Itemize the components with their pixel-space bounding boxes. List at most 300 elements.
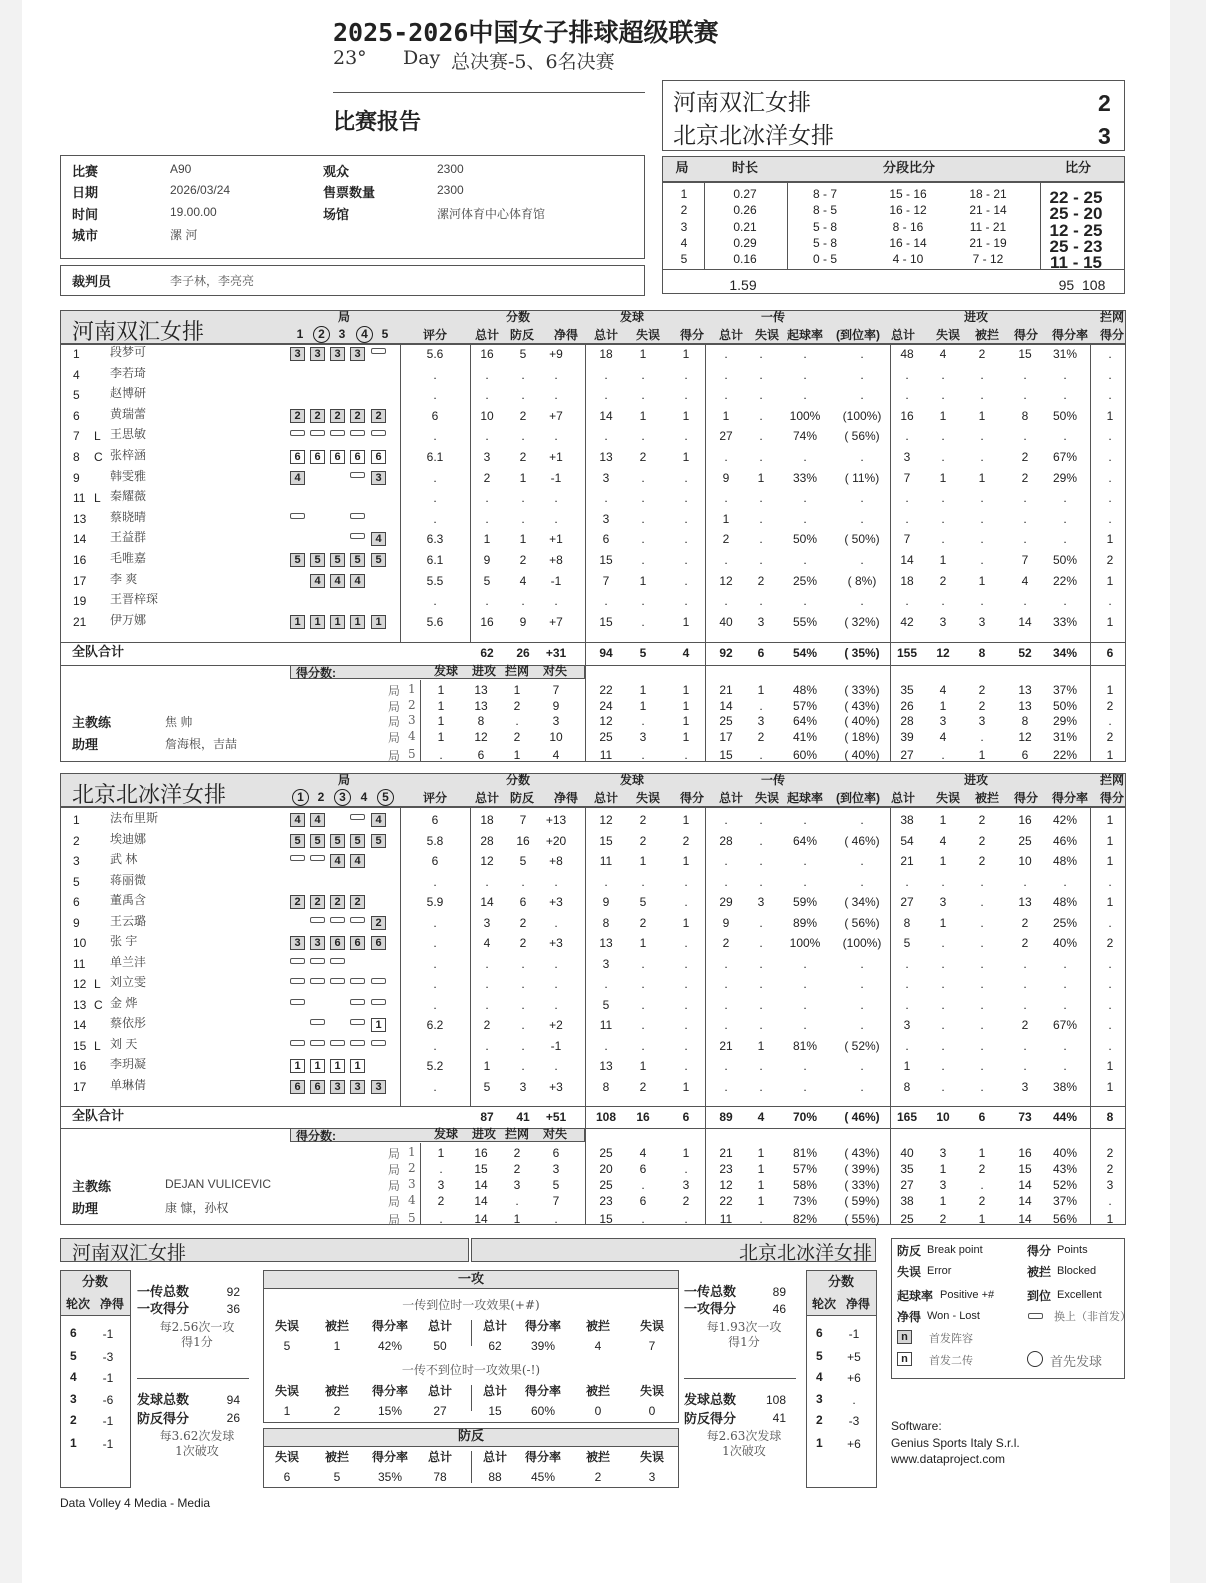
player-attack-cell: 14 — [900, 553, 914, 567]
set-scoring-cell: 2 — [513, 699, 521, 713]
player-name: 董禹含 — [110, 893, 147, 907]
set-attack-cell: 13 — [1018, 683, 1032, 697]
player-attack-cell: 2 — [978, 833, 986, 848]
substitution-marker — [310, 978, 325, 984]
player-attack-cell: . — [980, 511, 984, 526]
column-header: 得分率 — [524, 1384, 561, 1398]
player-reception-cell: . — [759, 956, 763, 971]
perfect-reception-label: 一传到位时一攻效果(+#) — [402, 1298, 540, 1312]
player-serve-cell: . — [684, 388, 688, 403]
team-total-serve: 4 — [682, 646, 690, 660]
starting-position-box: 3 — [290, 936, 305, 950]
player-attack-cell: 3 — [939, 895, 947, 909]
player-points-cell: . — [485, 491, 489, 506]
player-points-cell: . — [554, 874, 558, 889]
poor-reception-home-value: 2 — [333, 1404, 341, 1418]
break-point-title: 防反 — [457, 1428, 484, 1443]
set-scoring-cell: 3 — [552, 1162, 560, 1176]
player-reception-cell: . — [724, 347, 728, 361]
set-reception-cell: 14 — [719, 699, 733, 713]
player-serve-cell: 8 — [602, 1079, 610, 1094]
player-reception-cell: . — [860, 347, 864, 361]
set-partial-score: 4 - 10 — [892, 252, 924, 266]
player-attack-cell: 7 — [903, 470, 911, 485]
player-attack-cell: 3 — [903, 450, 911, 464]
player-serve-cell: . — [604, 491, 608, 506]
starting-position-box: 4 — [350, 574, 365, 588]
player-points-cell: . — [554, 429, 558, 444]
report-title: 比赛报告 — [333, 109, 422, 134]
set-serve-cell: 25 — [599, 1178, 613, 1192]
rotation-number: 1 — [816, 1436, 823, 1450]
set-attack-cell: 2 — [939, 1212, 947, 1226]
set-number-header: 2 — [317, 790, 325, 804]
team-total-attack: 155 — [896, 646, 918, 660]
player-attack-cell: 5 — [903, 936, 911, 950]
player-points-cell: . — [554, 1059, 558, 1073]
player-reception-cell: . — [860, 491, 864, 506]
set-partial-score: 21 - 19 — [969, 236, 1007, 250]
set-attack-cell: 25 — [900, 1212, 914, 1226]
column-header: 得分 — [1099, 328, 1124, 342]
starting-position-box: 6 — [290, 1080, 305, 1094]
rotation-net-points: +6 — [847, 1371, 861, 1385]
player-attack-cell: . — [980, 450, 984, 464]
player-attack-cell: . — [905, 594, 909, 609]
substitution-marker — [330, 430, 345, 436]
substitution-marker — [330, 917, 345, 923]
player-attack-cell: . — [1063, 997, 1067, 1012]
set-attack-cell: 6 — [1021, 748, 1029, 762]
set-reception-cell: . — [759, 748, 763, 762]
set-partial-score: 18 - 21 — [969, 187, 1007, 201]
legend-term: 防反 — [897, 1244, 922, 1258]
legend-term: 得分 — [1027, 1244, 1052, 1258]
player-serve-cell: 7 — [602, 573, 610, 588]
substitution-marker — [290, 513, 305, 519]
column-header: 起球率 — [786, 791, 823, 805]
player-reception-cell: . — [860, 997, 864, 1012]
set-attack-cell: 2 — [978, 699, 986, 713]
substitution-marker — [290, 430, 305, 436]
set-block-cell: 3 — [1106, 1178, 1114, 1192]
set-reception-cell: 57% — [792, 699, 818, 713]
player-number: 10 — [73, 936, 87, 950]
player-attack-cell: . — [980, 997, 984, 1012]
starting-position-box: 2 — [350, 895, 365, 909]
set-attack-cell: 35 — [900, 1162, 914, 1176]
team-total-serve: 16 — [636, 1110, 650, 1124]
set-block-cell: . — [1108, 1194, 1112, 1208]
rotation-title: 分数 — [81, 1274, 108, 1289]
player-attack-cell: 1 — [978, 470, 986, 485]
break-point-label: 防反得分 — [684, 1411, 737, 1426]
substitution-marker — [330, 978, 345, 984]
away-sets-won: 3 — [1098, 123, 1111, 149]
player-reception-cell: . — [724, 874, 728, 889]
player-reception-cell: . — [803, 388, 807, 403]
player-reception-cell: 89% — [792, 915, 818, 930]
first-attack-points-value: 46 — [772, 1302, 786, 1316]
player-serve-cell: 3 — [602, 511, 610, 526]
player-serve-cell: . — [684, 532, 688, 547]
scoring-column-header: 发球 — [433, 664, 458, 678]
set-row-label: 局 — [388, 1213, 401, 1227]
player-attack-cell: . — [1063, 429, 1067, 444]
break-point-away-value: 88 — [488, 1470, 502, 1484]
player-attack-cell: . — [980, 594, 984, 609]
column-header: 总计 — [718, 791, 743, 805]
player-reception-cell: . — [724, 813, 728, 827]
player-name: 刘立雯 — [110, 975, 147, 989]
perfect-reception-away-value: 39% — [530, 1339, 556, 1353]
column-header: 总计 — [427, 1319, 452, 1333]
set-serve-cell: 1 — [682, 730, 690, 744]
player-attack-cell: . — [905, 429, 909, 444]
software-label: Software: — [891, 1419, 942, 1433]
starting-position-box: 3 — [310, 347, 325, 361]
column-group-label: 拦网 — [1099, 310, 1124, 324]
player-attack-cell: . — [941, 367, 945, 382]
set-reception-cell: 48% — [792, 683, 818, 697]
info-label: 时间 — [72, 207, 99, 222]
starting-position-box: 5 — [330, 834, 345, 848]
player-points-cell: . — [485, 956, 489, 971]
player-serve-cell: . — [641, 956, 645, 971]
player-reception-cell: . — [860, 511, 864, 526]
serve-total-value: 94 — [226, 1393, 240, 1407]
player-attack-cell: . — [1023, 532, 1027, 547]
player-block-cell: 1 — [1106, 408, 1114, 423]
set-reception-cell: 15 — [719, 748, 733, 762]
starting-position-box: 4 — [310, 813, 325, 827]
player-reception-cell: . — [860, 1059, 864, 1073]
column-header: 被拦 — [585, 1450, 610, 1464]
rotation-col-header: 净得 — [845, 1297, 870, 1311]
set-partial-score: 16 - 14 — [889, 236, 927, 250]
set-row-number: 2 — [408, 698, 416, 712]
player-attack-cell: . — [1063, 511, 1067, 526]
break-point-ratio: 每3.62次发球 — [159, 1429, 235, 1443]
player-role: L — [94, 491, 101, 506]
player-attack-cell: . — [1023, 977, 1027, 991]
player-attack-cell: . — [980, 936, 984, 950]
set-partial-score: 8 - 16 — [892, 220, 924, 234]
rotation-number: 6 — [70, 1326, 77, 1340]
player-reception-cell: 2 — [757, 573, 765, 588]
player-rating: 5.8 — [426, 833, 444, 848]
player-points-cell: . — [521, 429, 525, 444]
player-role: L — [94, 977, 101, 991]
player-points-cell: . — [485, 977, 489, 991]
set-scoring-cell: 16 — [474, 1146, 488, 1160]
player-attack-cell: 50% — [1052, 408, 1078, 423]
coach-label: 主教练 — [72, 1179, 112, 1194]
rotation-net-points: -3 — [848, 1414, 860, 1428]
column-header: 总计 — [474, 328, 499, 342]
competition-title: 2025-2026中国女子排球超级联赛 — [333, 18, 719, 47]
player-attack-cell: . — [905, 511, 909, 526]
player-serve-cell: 18 — [599, 347, 613, 361]
team-total-attack: 165 — [896, 1110, 918, 1124]
player-attack-cell: 1 — [903, 1059, 911, 1073]
substitution-marker — [350, 1040, 365, 1046]
set-attack-cell: 1 — [939, 1162, 947, 1176]
player-points-cell: +20 — [545, 833, 567, 848]
player-reception-cell: ( 8%) — [847, 573, 877, 588]
player-points-cell: 3 — [483, 915, 491, 930]
player-reception-cell: 29 — [719, 895, 733, 909]
player-points-cell: 18 — [480, 813, 494, 827]
set-attack-cell: 16 — [1018, 1146, 1032, 1160]
set-reception-cell: 1 — [757, 1146, 765, 1160]
player-block-cell: 1 — [1106, 813, 1114, 827]
legend-term: 到位 — [1027, 1289, 1052, 1303]
set-block-cell: . — [1108, 714, 1112, 728]
player-reception-cell: . — [860, 956, 864, 971]
reception-total-value: 89 — [772, 1285, 786, 1299]
set-attack-cell: 40% — [1052, 1146, 1078, 1160]
starting-position-box: 5 — [350, 834, 365, 848]
player-block-cell: 1 — [1106, 895, 1114, 909]
player-reception-cell: . — [759, 553, 763, 567]
player-attack-cell: 22% — [1052, 573, 1078, 588]
player-reception-cell: ( 52%) — [844, 1038, 880, 1053]
column-header: 防反 — [509, 791, 534, 805]
player-points-cell: . — [521, 874, 525, 889]
player-attack-cell: 16 — [900, 408, 914, 423]
scoring-column-header: 对失 — [542, 1127, 567, 1141]
starting-setter-position-box: 1 — [290, 1059, 305, 1073]
player-rating: . — [433, 429, 437, 444]
player-rating: 5.5 — [426, 573, 444, 588]
set-partial-score: 8 - 5 — [812, 203, 837, 217]
set-attack-cell: . — [980, 730, 984, 744]
player-serve-cell: . — [604, 977, 608, 991]
player-reception-cell: . — [803, 1018, 807, 1032]
player-points-cell: . — [521, 388, 525, 403]
info-label: 观众 — [323, 164, 350, 179]
set-number-header: 3 — [338, 327, 346, 341]
player-attack-cell: . — [941, 491, 945, 506]
player-attack-cell: . — [905, 491, 909, 506]
player-block-cell: . — [1108, 491, 1112, 506]
legend-term: 失误 — [897, 1265, 922, 1279]
set-scoring-cell: 14 — [474, 1212, 488, 1226]
player-reception-cell: 2 — [722, 936, 730, 950]
player-name: 段梦可 — [110, 345, 147, 359]
player-name: 法布里斯 — [110, 811, 159, 825]
starting-position-box: 1 — [330, 615, 345, 629]
rotation-number: 1 — [70, 1436, 77, 1450]
player-points-cell: +8 — [549, 553, 563, 567]
set-serve-cell: 6 — [639, 1194, 647, 1208]
player-reception-cell: . — [724, 997, 728, 1012]
starting-position-box: 3 — [330, 347, 345, 361]
set-scoring-cell: 9 — [552, 699, 560, 713]
set-row-label: 局 — [388, 749, 401, 763]
player-points-cell: 2 — [519, 450, 527, 464]
set-scoring-cell: 2 — [513, 1162, 521, 1176]
starting-position-box: 1 — [350, 615, 365, 629]
player-role: L — [94, 1038, 101, 1053]
match-info-box — [60, 155, 645, 259]
set-scoring-cell: . — [515, 1194, 519, 1208]
player-serve-cell: . — [641, 874, 645, 889]
legend-definition: Won - Lost — [927, 1310, 980, 1322]
coach-label: 主教练 — [72, 715, 112, 730]
player-serve-cell: 2 — [639, 1079, 647, 1094]
player-attack-cell: 3 — [1021, 1079, 1029, 1094]
round-phase: 总决赛-5、6名决赛 — [451, 51, 615, 73]
player-block-cell: . — [1108, 1038, 1112, 1053]
player-points-cell: 5 — [519, 347, 527, 361]
starting-setter-position-box: 1 — [371, 1018, 386, 1032]
player-attack-cell: . — [941, 1059, 945, 1073]
set-serve-cell: 25 — [599, 1146, 613, 1160]
info-label: 城市 — [72, 228, 99, 243]
set-serve-cell: 1 — [639, 699, 647, 713]
player-attack-cell: . — [905, 977, 909, 991]
player-reception-cell: 28 — [719, 833, 733, 848]
total-duration: 1.59 — [729, 277, 757, 293]
rotation-col-header: 净得 — [99, 1297, 124, 1311]
player-block-cell: . — [1108, 450, 1112, 464]
player-attack-cell: . — [1023, 367, 1027, 382]
player-block-cell: 2 — [1106, 936, 1114, 950]
set-scoring-cell: . — [515, 714, 519, 728]
player-name: 单兰沣 — [110, 954, 147, 969]
player-name: 金 烨 — [110, 995, 138, 1010]
assistant-label: 助理 — [72, 737, 99, 752]
set-row-label: 局 — [388, 1163, 401, 1177]
player-reception-cell: . — [759, 977, 763, 991]
player-serve-cell: 1 — [682, 813, 690, 827]
player-attack-cell: . — [905, 388, 909, 403]
set-attack-cell: 52% — [1052, 1178, 1078, 1192]
rotation-number: 5 — [70, 1349, 77, 1363]
player-attack-cell: . — [980, 388, 984, 403]
player-reception-cell: ( 56%) — [844, 915, 880, 930]
rotation-number: 2 — [816, 1413, 823, 1427]
player-reception-cell: 55% — [792, 614, 818, 629]
starting-position-box: 5 — [290, 834, 305, 848]
player-rating: 6 — [431, 408, 439, 423]
player-attack-cell: 7 — [903, 532, 911, 547]
player-attack-cell: 2 — [939, 573, 947, 588]
set-reception-cell: 1 — [757, 1194, 765, 1208]
set-reception-cell: ( 33%) — [844, 1178, 880, 1192]
set-reception-cell: 23 — [719, 1162, 733, 1176]
player-attack-cell: . — [980, 915, 984, 930]
set-number-header: 5 — [381, 327, 389, 341]
set-reception-cell: 64% — [792, 714, 818, 728]
player-attack-cell: 14 — [1018, 614, 1032, 629]
set-scoring-cell: 13 — [474, 699, 488, 713]
player-attack-cell: 48% — [1052, 895, 1078, 909]
team-total-reception: ( 35%) — [844, 646, 880, 660]
player-reception-cell: 1 — [757, 470, 765, 485]
player-points-cell: . — [554, 388, 558, 403]
player-serve-cell: . — [684, 895, 688, 909]
column-header: 得分率 — [371, 1384, 408, 1398]
set-serve-cell: 24 — [599, 699, 613, 713]
break-point-away-value: 3 — [648, 1470, 656, 1484]
starting-position-box: 5 — [350, 553, 365, 567]
team-total-attack: 8 — [978, 646, 986, 660]
set-serve-cell: 4 — [639, 1146, 647, 1160]
team-total-attack: 6 — [978, 1110, 986, 1124]
starting-position-box: 5 — [310, 553, 325, 567]
scoring-label: 得分数: — [296, 666, 336, 680]
set-attack-cell: 14 — [1018, 1212, 1032, 1226]
player-rating: . — [433, 388, 437, 403]
player-reception-cell: ( 32%) — [844, 614, 880, 629]
player-points-cell: 9 — [519, 614, 527, 629]
info-label: 售票数量 — [323, 185, 376, 200]
page-margin-left — [0, 0, 22, 1583]
substitution-marker — [350, 472, 365, 478]
set-serve-cell: 15 — [599, 1212, 613, 1226]
player-number: 17 — [73, 1079, 87, 1094]
set-partial-score: 15 - 16 — [889, 187, 927, 201]
player-serve-cell: 13 — [599, 450, 613, 464]
rotation-number: 3 — [816, 1392, 823, 1406]
player-attack-cell: 13 — [1018, 895, 1032, 909]
player-attack-cell: . — [941, 429, 945, 444]
player-points-cell: 12 — [480, 854, 494, 868]
team-totals-label: 全队合计 — [72, 644, 125, 659]
player-number: 21 — [73, 614, 87, 629]
player-block-cell: . — [1108, 1018, 1112, 1032]
set-final-score: 25 - 23 — [1049, 237, 1103, 256]
player-number: 2 — [73, 833, 80, 848]
player-attack-cell: . — [905, 367, 909, 382]
rotation-title: 分数 — [827, 1274, 854, 1289]
set-scoring-cell: 5 — [552, 1178, 560, 1192]
set-serve-cell: 6 — [639, 1162, 647, 1176]
player-attack-cell: 38 — [900, 813, 914, 827]
scoring-label: 得分数: — [296, 1129, 336, 1143]
first-attack-ratio: 得1分 — [181, 1335, 213, 1349]
set-attack-cell: 1 — [939, 1194, 947, 1208]
starting-position-box: 4 — [330, 854, 345, 868]
team-total-points: +31 — [545, 646, 567, 660]
set-attack-cell: 28 — [900, 714, 914, 728]
set-row-label: 局 — [388, 1179, 401, 1193]
rotation-col-header: 轮次 — [811, 1297, 836, 1311]
team-total-block: 6 — [1106, 646, 1114, 660]
player-rating: 5.6 — [426, 347, 444, 361]
first-serve-set-number: 4 — [356, 326, 373, 343]
set-final-score: 11 - 15 — [1050, 253, 1102, 272]
set-reception-cell: 25 — [719, 714, 733, 728]
player-block-cell: . — [1108, 874, 1112, 889]
rotation-number: 3 — [70, 1392, 77, 1406]
player-block-cell: . — [1108, 956, 1112, 971]
player-name: 埃迪娜 — [110, 831, 147, 846]
team-total-reception: 92 — [719, 646, 733, 660]
team-total-reception: 54% — [792, 646, 818, 660]
set-attack-cell: 26 — [900, 699, 914, 713]
player-role: C — [94, 997, 103, 1012]
column-header: 被拦 — [324, 1319, 349, 1333]
player-block-cell: . — [1108, 594, 1112, 609]
perfect-reception-home-value: 5 — [283, 1339, 291, 1353]
column-header: 得分率 — [371, 1450, 408, 1464]
player-attack-cell: . — [1063, 367, 1067, 382]
reception-total-label: 一传总数 — [137, 1284, 190, 1299]
